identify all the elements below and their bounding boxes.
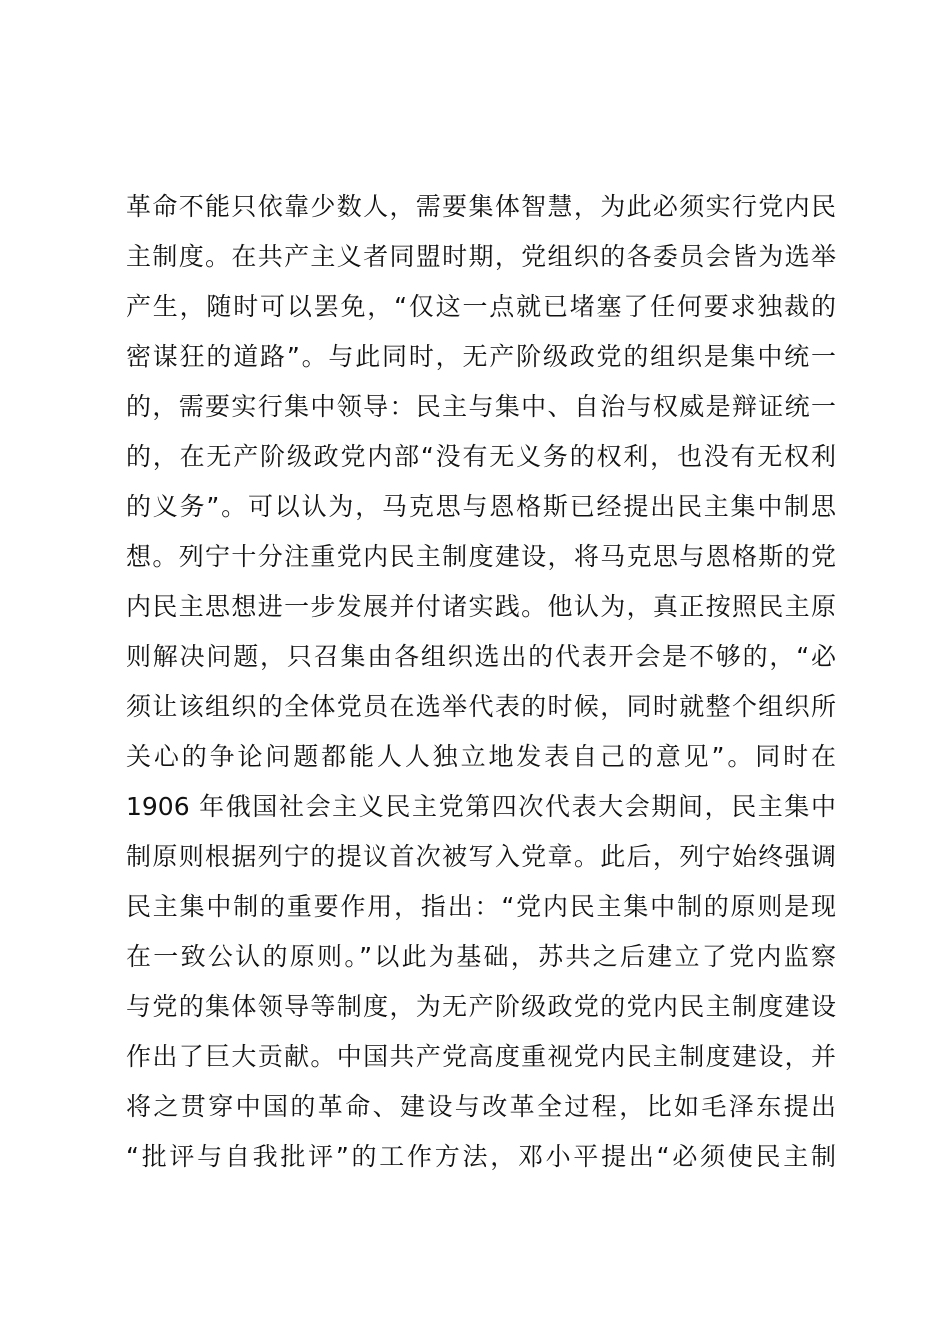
text-line: 的，需要实行集中领导：民主与集中、自治与权威是辩证统一 [126, 392, 836, 421]
text-line: 将之贯穿中国的革命、建设与改革全过程，比如毛泽东提出 [126, 1092, 836, 1121]
text-line: 则解决问题，只召集由各组织选出的代表开会是不够的，“必 [126, 642, 836, 671]
text-line: 的，在无产阶级政党内部“没有无义务的权利，也没有无权利 [126, 442, 836, 471]
text-line: 1906 年俄国社会主义民主党第四次代表大会期间，民主集中 [126, 792, 836, 821]
body-paragraph [126, 182, 836, 1182]
text-line: 作出了巨大贡献。中国共产党高度重视党内民主制度建设，并 [126, 1042, 836, 1071]
text-line: 关心的争论问题都能人人独立地发表自己的意见”。同时在 [126, 742, 836, 771]
text-line: 民主集中制的重要作用，指出：“党内民主集中制的原则是现 [126, 892, 836, 921]
text-line: “批评与自我批评”的工作方法，邓小平提出“必须使民主制 [126, 1142, 836, 1171]
text-line: 的义务”。可以认为，马克思与恩格斯已经提出民主集中制思 [126, 492, 836, 521]
text-line: 革命不能只依靠少数人，需要集体智慧，为此必须实行党内民 [126, 192, 836, 221]
text-line: 内民主思想进一步发展并付诸实践。他认为，真正按照民主原 [126, 592, 836, 621]
text-line: 须让该组织的全体党员在选举代表的时候，同时就整个组织所 [126, 692, 836, 721]
text-line: 想。列宁十分注重党内民主制度建设，将马克思与恩格斯的党 [126, 542, 836, 571]
text-line: 主制度。在共产主义者同盟时期，党组织的各委员会皆为选举 [126, 242, 836, 271]
text-line: 密谋狂的道路”。与此同时，无产阶级政党的组织是集中统一 [126, 342, 836, 371]
text-line: 与党的集体领导等制度，为无产阶级政党的党内民主制度建设 [126, 992, 836, 1021]
text-line: 制原则根据列宁的提议首次被写入党章。此后，列宁始终强调 [126, 842, 836, 871]
text-line: 产生，随时可以罢免，“仅这一点就已堵塞了任何要求独裁的 [126, 292, 836, 321]
text-line: 在一致公认的原则。”以此为基础，苏共之后建立了党内监察 [126, 942, 836, 971]
